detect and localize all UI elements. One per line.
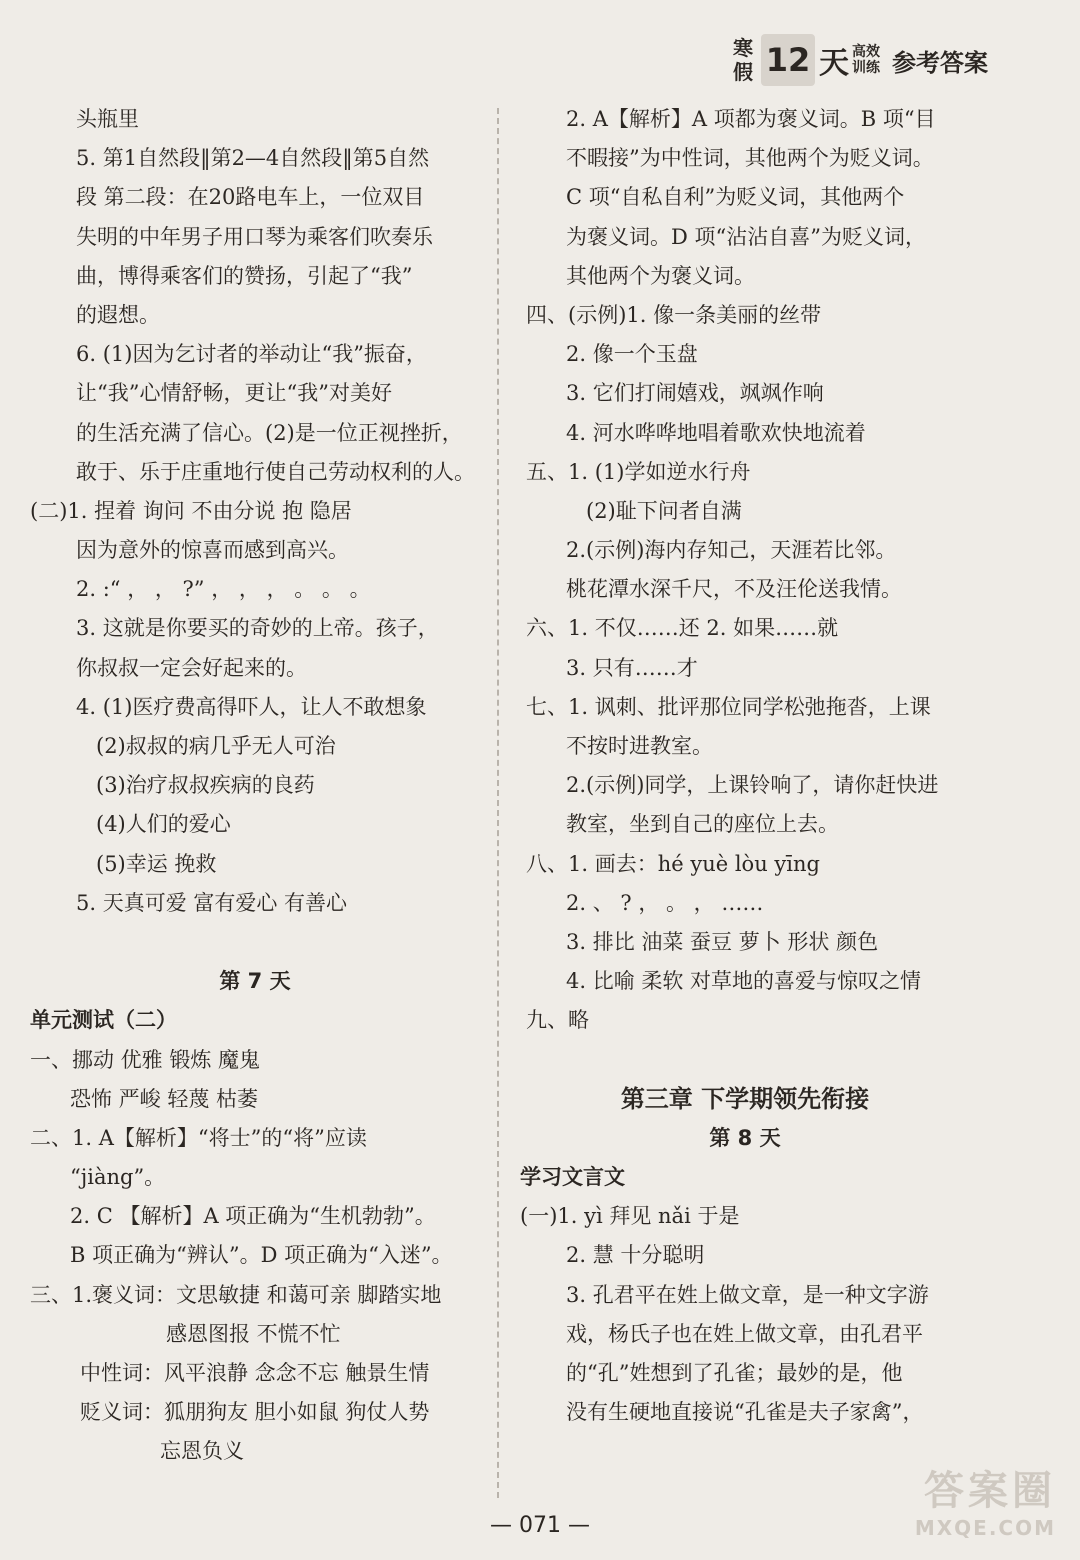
right-column-line: 2.(示例)同学，上课铃响了，请你赶快进 [566,773,939,798]
right-column-line: 戏，杨氏子也在姓上做文章，由孔君平 [566,1321,923,1346]
right-column-line: 2. 像一个玉盘 [566,342,698,367]
right-column-line: 教室，坐到自己的座位上去。 [566,812,839,837]
left-column-line: 第 7 天 [219,969,291,994]
right-column-line: C 项“自私自利”为贬义词，其他两个 [566,185,905,210]
page-number: — 071 — [490,1513,590,1538]
left-column-line: (二)1. 捏着 询问 不由分说 抱 隐居 [30,498,352,523]
left-column-line: “jiàng”。 [70,1165,166,1190]
left-column-line: 忘恩负义 [160,1439,244,1464]
left-column-line: 曲，博得乘客们的赞扬，引起了“我” [76,263,413,288]
page-header [733,30,988,90]
header-number-badge: 12 [761,34,815,86]
right-column-line: (2)耻下问者自满 [586,498,742,523]
header-day-label: 天 [819,46,849,81]
right-column-line: 不按时进教室。 [566,734,713,758]
left-column-line: (4)人们的爱心 [96,812,231,837]
left-column-line: 你叔叔一定会好起来的。 [76,655,307,680]
right-column-line [520,1041,970,1080]
right-column-line: 3. 排比 油菜 蚕豆 萝卜 形状 颜色 [566,929,879,954]
right-column-line: 没有生硬地直接说“孔雀是夫子家禽”， [566,1400,924,1425]
right-column-line: 3. 它们打闹嬉戏，飒飒作响 [566,381,824,406]
right-column-line: 3. 孔君平在姓上做文章，是一种文字游 [566,1282,929,1307]
left-column-line: 4. (1)医疗费高得吓人，让人不敢想象 [76,694,427,719]
right-column-line: 2. 、 ? ， 。 ， …… [566,890,764,915]
header-tag: 高效 训练 [852,44,880,76]
right-column-line: 六、1. 不仅……还 2. 如果……就 [526,616,839,641]
header-season-label: 寒 假 [733,36,753,84]
left-column-line: 3. 这就是你要买的奇妙的上帝。孩子， [76,616,439,641]
right-column-line: 第三章 下学期领先衔接 [620,1084,870,1113]
left-column-line: 5. 天真可爱 富有爱心 有善心 [76,890,348,915]
left-column-line: 二、1. A【解析】“将士”的“将”应读 [30,1125,367,1150]
left-column-line: 中性词：风平浪静 念念不忘 触景生情 [80,1361,430,1385]
left-column-line: 的遐想。 [76,302,160,327]
left-column-line: 的生活充满了信心。(2)是一位正视挫折， [76,420,463,445]
left-column-line: 头瓶里 [76,107,139,131]
left-column-line: (5)幸运 挽救 [96,851,217,876]
left-column-line: 失明的中年男子用口琴为乘客们吹奏乐 [76,224,433,249]
right-column-line: 的“孔”姓想到了孔雀；最妙的是，他 [566,1361,903,1385]
left-column-line: 2. C 【解析】A 项正确为“生机勃勃”。 [70,1204,436,1229]
left-column-line: (2)叔叔的病几乎无人可治 [96,734,336,758]
left-column-line: 一、挪动 优雅 锻炼 魔鬼 [30,1047,261,1072]
right-column-line: 九、略 [526,1008,589,1033]
right-column-line: 为褒义词。D 项“沾沾自喜”为贬义词， [566,224,926,249]
right-column-line: 2.(示例)海内存知己，天涯若比邻。 [566,538,897,563]
right-column-line: 第 8 天 [709,1125,781,1150]
left-column-line: 单元测试（二） [30,1008,177,1033]
right-column-line: 不暇接”为中性词，其他两个为贬义词。 [566,146,934,171]
right-column-line: 其他两个为褒义词。 [566,263,755,288]
left-column-line: 段 第二段：在20路电车上，一位双目 [76,185,425,210]
left-column-line: (3)治疗叔叔疾病的良药 [96,773,315,798]
left-column-line: 2. :“ ， ， ?” ， ， ， 。 。 。 [76,577,371,602]
right-column-line: 七、1. 讽刺、批评那位同学松弛拖沓，上课 [526,694,931,719]
right-column-line: 2. 慧 十分聪明 [566,1243,705,1268]
left-column [30,100,480,1472]
right-column-line: 4. 河水哗哗地唱着歌欢快地流着 [566,420,866,445]
right-column-line: 五、1. (1)学如逆水行舟 [526,459,751,484]
right-column-line: 四、(示例)1. 像一条美丽的丝带 [526,302,822,327]
left-column-line: 因为意外的惊喜而感到高兴。 [76,538,349,563]
right-column-line: 3. 只有……才 [566,655,698,680]
left-column-line: 三、1.褒义词：文思敏捷 和蔼可亲 脚踏实地 [30,1282,442,1307]
right-column-line: 学习文言文 [520,1165,625,1190]
left-column-line [30,923,480,962]
left-column-line: 感恩图报 不慌不忙 [166,1321,341,1346]
right-column-line: 4. 比喻 柔软 对草地的喜爱与惊叹之情 [566,969,922,994]
right-column-line: 2. A【解析】A 项都为褒义词。B 项“目 [566,107,936,131]
left-column-line: 让“我”心情舒畅，更让“我”对美好 [76,381,392,406]
right-column-line: (一)1. yì 拜见 nǎi 于是 [520,1204,740,1229]
left-column-line: 敢于、乐于庄重地行使自己劳动权利的人。 [76,459,475,484]
left-column-line: 恐怖 严峻 轻蔑 枯萎 [70,1086,259,1111]
column-divider [497,108,499,1498]
left-column-line: 6. (1)因为乞讨者的举动让“我”振奋， [76,342,427,367]
watermark-logo: 答案圈 MXQE.COM [914,1468,1056,1540]
left-column-line: 贬义词：狐朋狗友 胆小如鼠 狗仗人势 [80,1400,430,1425]
header-title: 参考答案 [892,48,988,77]
right-column [520,100,970,1432]
left-column-line: B 项正确为“辨认”。D 项正确为“入迷”。 [70,1243,453,1268]
right-column-line: 八、1. 画去：hé yuè lòu yīng [526,851,820,876]
right-column-line: 桃花潭水深千尺，不及汪伦送我情。 [566,577,902,602]
left-column-line: 5. 第1自然段‖第2—4自然段‖第5自然 [76,146,430,171]
